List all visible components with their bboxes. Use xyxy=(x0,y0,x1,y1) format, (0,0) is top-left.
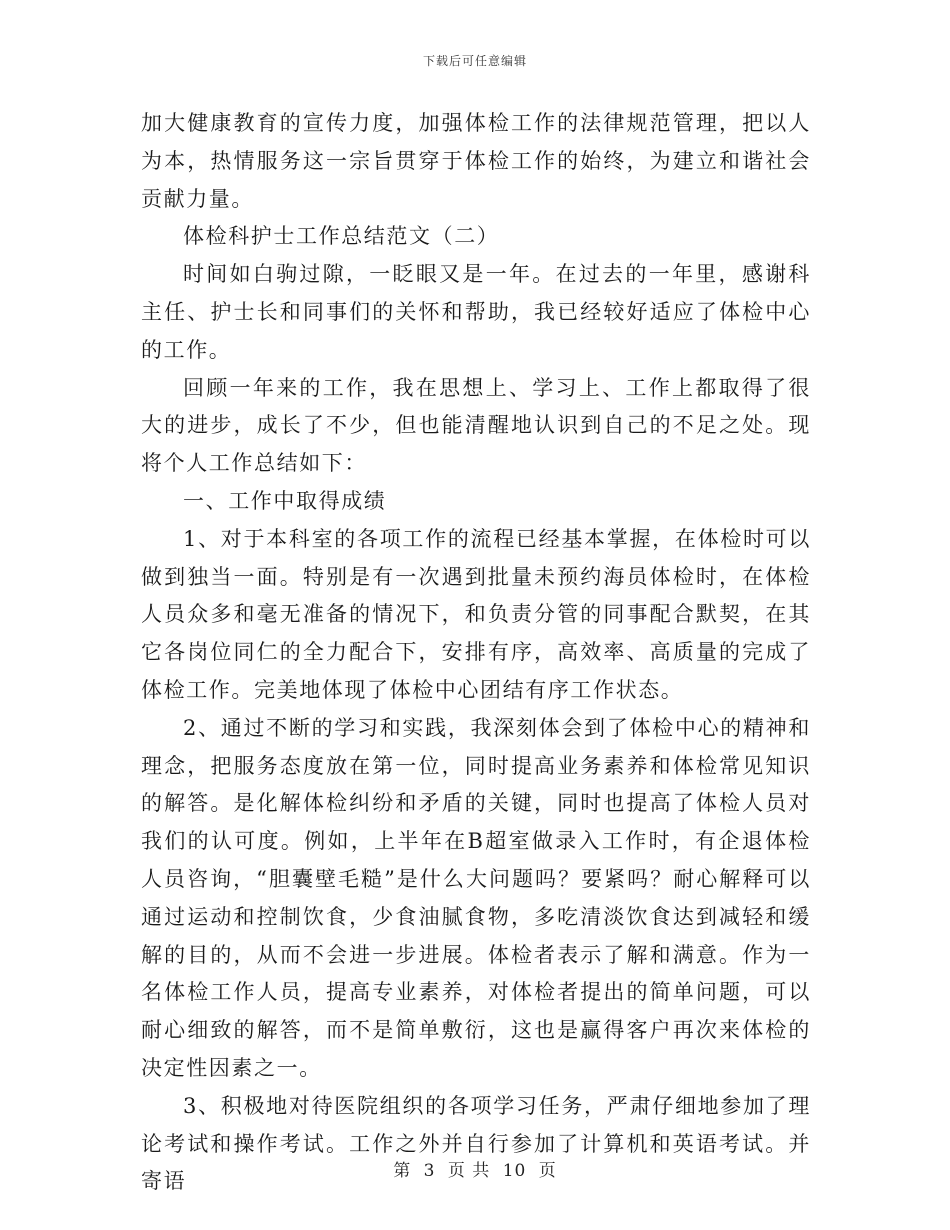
footer-middle: 页 共 xyxy=(447,1161,491,1181)
total-page-count: 10 xyxy=(502,1161,527,1181)
page-footer xyxy=(0,1156,950,1181)
current-page-number: 3 xyxy=(423,1161,436,1181)
paragraph-item-2: 2、通过不断的学习和实践，我深刻体会到了体检中心的精神和理念，把服务态度放在第一位，同时提高业务素养和体检常见知识的解答。是化解体检纠纷和矛盾的关键，同时也提高了体检人员对我们的认可度。例如，上半年在B超室做录入工作时，有企退体检人员咨询，“胆囊壁毛糙”是什么大问题吗？要紧吗？耐心解释可以通过运动和控制饮食，少食油腻食物，多吃清淡饮食达到减轻和缓解的目的，从而不会进一步进展。体检者表示了解和满意。作为一名体检工作人员，提高专业素养，对体检者提出的简单问题，可以耐心细致的解答，而不是简单敷衍，这也是赢得客户再次来体检的决定性因素之一。 xyxy=(141,715,811,1080)
footer-suffix: 页 xyxy=(538,1161,557,1181)
paragraph-item-3: 3、积极地对待医院组织的各项学习任务，严肃仔细地参加了理论考试和操作考试。工作之外并自行参加了计算机和英语考试。并寄语 xyxy=(141,1093,811,1194)
document-body xyxy=(141,105,811,1201)
section-heading-achievements: 一、工作中取得成绩 xyxy=(183,488,387,513)
paragraph-4: 回顾一年来的工作，我在思想上、学习上、工作上都取得了很大的进步，成长了不少，但也能清醒地认识到自己的不足之处。现将个人工作总结如下： xyxy=(141,375,811,476)
section-heading-2: 体检科护士工作总结范文（二） xyxy=(183,224,500,249)
paragraph-item-1: 1、对于本科室的各项工作的流程已经基本掌握，在体检时可以做到独当一面。特别是有一次遇到批量未预约海员体检时，在体检人员众多和毫无准备的情况下，和负责分管的同事配合默契，在其它各岗位同仁的全力配合下，安排有序，高效率、高质量的完成了体检工作。完美地体现了体检中心团结有序工作状态。 xyxy=(141,526,811,702)
page-header: 下载后可任意编辑 xyxy=(422,54,527,68)
footer-prefix: 第 xyxy=(393,1161,412,1181)
paragraph-3: 时间如白驹过隙，一眨眼又是一年。在过去的一年里，感谢科主任、护士长和同事们的关怀和帮助，我已经较好适应了体检中心的工作。 xyxy=(141,262,811,362)
paragraph-1: 加大健康教育的宣传力度，加强体检工作的法律规范管理，把以人为本，热情服务这一宗旨贯穿于体检工作的始终，为建立和谐社会贡献力量。 xyxy=(141,111,811,211)
